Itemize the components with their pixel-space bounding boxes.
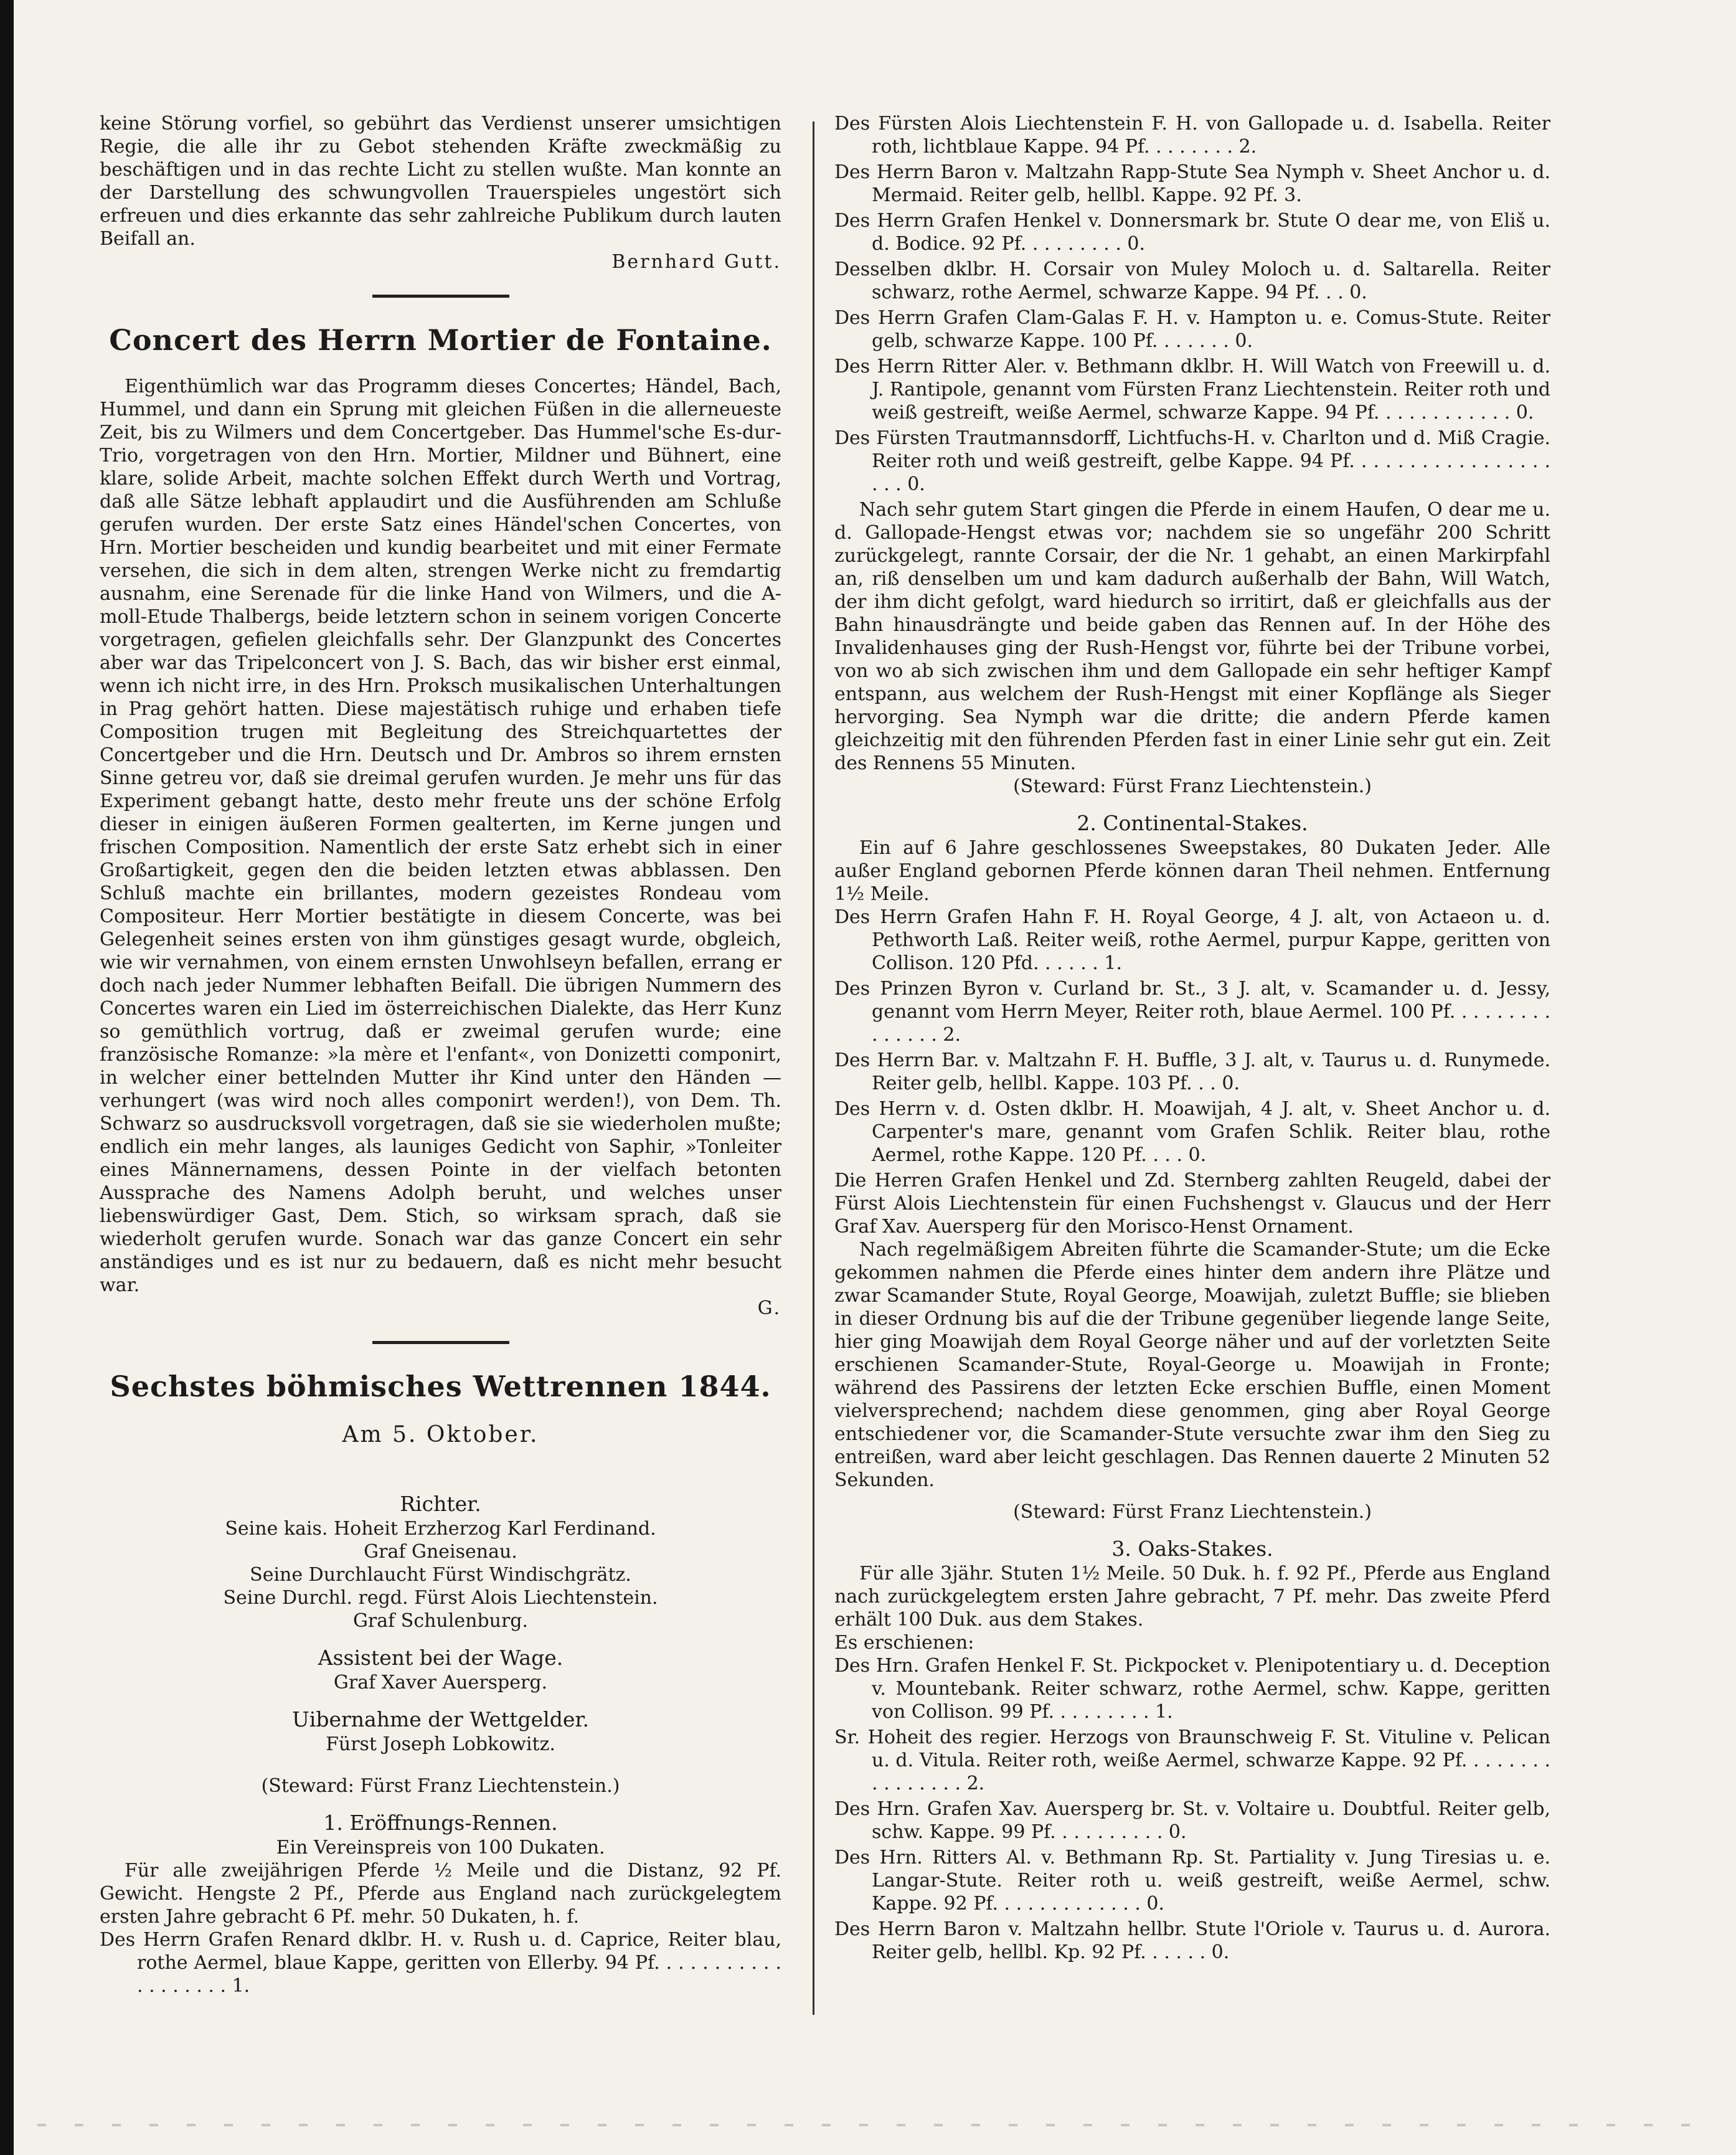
race2-note: Die Herren Grafen Henkel und Zd. Sternberg zahlten Reugeld, dabei der Fürst Alois Liechtenstein für einen Fuchshengst v. Glaucus und der Herr Graf Xav. Auersperg für den Morisco-Henst Ornament.	[834, 1170, 1550, 1238]
race3-entry: Des Herrn Baron v. Maltzahn hellbr. Stute l'Oriole v. Taurus u. d. Aurora. Reiter gelb, hellbl. Kp. 92 Pf. . . . . . 0.	[834, 1918, 1550, 1963]
column-divider	[813, 121, 814, 2015]
judge-3: Seine Durchlaucht Fürst Windischgrätz.	[250, 1564, 631, 1586]
judge-4: Seine Durchl. regd. Fürst Alois Liechtenstein.	[223, 1587, 658, 1609]
race1-entry: Des Herrn Ritter Aler. v. Bethmann dklbr. H. Will Watch von Freewill u. d. J. Rantipole, genannt vom Fürsten Franz Liechtenstein. Reiter roth und weiß gestreift, weiße Aermel, schwarze Kappe. 94 Pf. . . . . . . . . . . . 0.	[834, 356, 1550, 424]
concert-signature: G.	[757, 1297, 781, 1319]
race1-entry: Des Fürsten Alois Liechtenstein F. H. von Gallopade u. d. Isabella. Reiter roth, lichtblaue Kappe. 94 Pf. . . . . . . . 2.	[834, 113, 1550, 158]
judge-1: Seine kais. Hoheit Erzherzog Karl Ferdinand.	[225, 1518, 656, 1540]
steward-line: (Steward: Fürst Franz Liechtenstein.)	[1013, 775, 1372, 797]
intro-signature: Bernhard Gutt.	[611, 251, 781, 273]
race-date: Am 5. Oktober.	[342, 1422, 539, 1447]
race1-entry: Des Herrn Grafen Renard dklbr. H. v. Rush u. d. Caprice, Reiter blau, rothe Aermel, blaue Kappe, geritten von Ellerby. 94 Pf. . . . . . . . . . . . . . . . . . . 1.	[100, 1929, 781, 1997]
race1-heading: 1. Eröffnungs-Rennen.	[323, 1811, 558, 1835]
section-rule	[372, 295, 509, 298]
race1-prize: Ein Vereinspreis von 100 Dukaten.	[276, 1837, 605, 1859]
steward-line: (Steward: Fürst Franz Liechtenstein.)	[261, 1775, 620, 1797]
race3-entry: Sr. Hoheit des regier. Herzogs von Braunschweig F. St. Vituline v. Pelican u. d. Vitula. Reiter roth, weiße Aermel, schwarze Kappe. 92 Pf. . . . . . . . . . . . . . . . 2.	[834, 1726, 1550, 1794]
race3-entry: Des Hrn. Grafen Henkel F. St. Pickpocket v. Plenipotentiary u. d. Deception v. Mountebank. Reiter schwarz, rothe Aermel, schw. Kappe, geritten von Collison. 99 Pf. . . . . . . . . 1.	[834, 1655, 1550, 1723]
race3-heading: 3. Oaks-Stakes.	[1111, 1537, 1273, 1561]
race1-entry: Desselben dklbr. H. Corsair von Muley Moloch u. d. Saltarella. Reiter schwarz, rothe Aermel, schwarze Kappe. 94 Pf. . . 0.	[834, 258, 1550, 303]
concert-review: Eigenthümlich war das Programm dieses Concertes; Händel, Bach, Hummel, und dann ein Sprung mit gleichen Füßen in die allerneueste Zeit, bis zu Wilmers und dem Concertgeber. Das Hummel'sche Es-dur-Trio, vorgetragen von den Hrn. Mortier, Mildner und Bühnert, eine klare, solide Arbeit, machte solchen Effekt durch Werth und Vortrag, daß alle Sätze lebhaft applaudirt und die Ausführenden am Schluße gerufen wurden. Der erste Satz eines Händel'schen Concertes, von Hrn. Mortier bescheiden und kundig bearbeitet und mit einer Fermate versehen, die sich in dem alten, strengen Werke nicht zu fremdartig ausnahm, eine Serenade für die linke Hand von Wilmers, und die A-moll-Etude Thalbergs, beide letztern schon in seinem vorigen Concerte vorgetragen, gefielen gleichfalls sehr. Der Glanzpunkt des Concertes aber war das Tripelconcert von J. S. Bach, das wir bisher erst einmal, wenn ich nicht irre, in des Hrn. Proksch musikalischen Unterhaltungen in Prag gehört hatten. Diese majestätisch ruhige und erhaben tiefe Composition trugen mit Begleitung des Streichquartettes der Concertgeber und die Hrn. Deutsch und Dr. Ambros so ihrem ernsten Sinne getreu vor, daß sie dreimal gerufen wurden. Je mehr uns für das Experiment gebangt hatte, desto mehr freute uns der schöne Erfolg dieser in einigen äußeren Formen gealterten, im Kerne jungen und frischen Composition. Namentlich der erste Satz erhebt sich in einer Großartigkeit, gegen den die beiden letzten etwas abblassen. Den Schluß machte ein brillantes, modern gezeistes Rondeau vom Compositeur. Herr Mortier bestätigte in diesem Concerte, was bei Gelegenheit seines ersten von ihm günstiges gesagt wurde, obgleich, wie wir vernahmen, von einem ernsten Unwohlseyn befallen, errang er doch nach jeder Nummer lebhaften Beifall. Die übrigen Nummern des Concertes waren ein Lied im österreichischen Dialekte, das Herr Kunz so gemüthlich vortrug, daß er zweimal gerufen wurde; eine französische Romanze: »la mère et l'enfant«, von Donizetti componirt, in welcher einer bettelnden Mutter ihr Kind unter den Händen — verhungert (was wird noch alles componirt werden!), von Dem. Th. Schwarz so ausdrucksvoll vorgetragen, daß sie sie wiederholen mußte; endlich ein mehr langes, als launiges Gedicht von Saphir, »Tonleiter eines Männernamens, dessen Pointe in der vielfach betonten Aussprache des Namens Adolph beruht, und welches unser liebenswürdiger Gast, Dem. Stich, so wirksam sprach, daß sie wiederholt gerufen wurde. Sonach war das ganze Concert ein sehr anständiges und es ist nur zu bedauern, daß es nicht mehr besucht war.	[100, 376, 781, 1296]
judges-heading: Richter.	[400, 1492, 481, 1516]
scan-edge	[0, 0, 14, 2155]
race2-entry: Des Prinzen Byron v. Curland br. St., 3 J. alt, v. Scamander u. d. Jessy, genannt vom Herrn Meyer, Reiter roth, blaue Aermel. 100 Pf. . . . . . . . . . . . . . . 2.	[834, 978, 1550, 1046]
race2-conditions: Ein auf 6 Jahre geschlossenes Sweepstakes, 80 Dukaten Jeder. Alle außer England gebornen Pferde können daran Theil nehmen. Entfernung 1½ Meile.	[834, 837, 1550, 905]
race2-entry: Des Herrn Grafen Hahn F. H. Royal George, 4 J. alt, von Actaeon u. d. Pethworth Laß. Reiter weiß, rothe Aermel, purpur Kappe, geritten von Collison. 120 Pfd. . . . . . 1.	[834, 906, 1550, 974]
scan-artifact	[37, 2124, 1706, 2126]
judge-5: Graf Schulenburg.	[352, 1610, 529, 1632]
race3-entry: Des Hrn. Ritters Al. v. Bethmann Rp. St. Partiality v. Jung Tiresias u. e. Langar-Stute. Reiter roth u. weiß gestreift, weiße Aermel, schw. Kappe. 92 Pf. . . . . . . . . . . . . 0.	[834, 1847, 1550, 1915]
section-rule	[372, 1341, 509, 1344]
race3-conditions: Für alle 3jähr. Stuten 1½ Meile. 50 Duk. h. f. 92 Pf., Pferde aus England nach zurückgelegtem ersten Jahre gebracht, 7 Pf. mehr. Das zweite Pferd erhält 100 Duk. aus dem Stakes.	[834, 1563, 1550, 1631]
right-column	[834, 112, 1550, 1966]
judge-2: Graf Gneisenau.	[364, 1541, 517, 1563]
steward-line: (Steward: Fürst Franz Liechtenstein.)	[1013, 1501, 1372, 1523]
concert-heading: Concert des Herrn Mortier de Fontaine.	[109, 323, 772, 357]
race1-entry: Des Herrn Grafen Henkel v. Donnersmark br. Stute O dear me, von Eliš u. d. Bodice. 92 Pf. . . . . . . . . 0.	[834, 210, 1550, 255]
race1-conditions: Für alle zweijährigen Pferde ½ Meile und die Distanz, 92 Pf. Gewicht. Hengste 2 Pf., Pferde aus England nach zurückgelegtem ersten Jahre gebracht 6 Pf. mehr. 50 Dukaten, h. f.	[100, 1860, 781, 1928]
assistant-heading: Assistent bei der Wage.	[318, 1646, 564, 1670]
bets-name: Fürst Joseph Lobkowitz.	[326, 1733, 555, 1755]
race1-entry: Des Herrn Baron v. Maltzahn Rapp-Stute Sea Nymph v. Sheet Anchor u. d. Mermaid. Reiter gelb, hellbl. Kappe. 92 Pf. 3.	[834, 161, 1550, 206]
race2-heading: 2. Continental-Stakes.	[1077, 811, 1308, 835]
race3-appear: Es erschienen:	[834, 1632, 974, 1654]
race2-entry: Des Herrn Bar. v. Maltzahn F. H. Buffle, 3 J. alt, v. Taurus u. d. Runymede. Reiter gelb, hellbl. Kappe. 103 Pf. . . 0.	[834, 1049, 1550, 1094]
left-column	[100, 112, 781, 2000]
race1-report: Nach sehr gutem Start gingen die Pferde in einem Haufen, O dear me u. d. Gallopade-Hengst etwas vor; nachdem sie so ungefähr 200 Schritt zurückgelegt, rannte Corsair, der die Nr. 1 gehabt, an einen Markirpfahl an, riß denselben um und kam dadurch außerhalb der Bahn, Will Watch, der ihm dicht gefolgt, ward hiedurch so irritirt, daß er gleichfalls aus der Bahn hinausdrängte und beide gaben das Rennen auf. In der Höhe des Invalidenhauses ging der Rush-Hengst vor, führte bei der Tribune vorbei, von wo ab sich zwischen ihm und dem Gallopade ein sehr heftiger Kampf entspann, aus welchem der Rush-Hengst mit einer Kopflänge als Sieger hervorging. Sea Nymph war die dritte; die andern Pferde kamen gleichzeitig mit den führenden Pferden fast in einer Linie sehr gut ein. Zeit des Rennens 55 Minuten.	[834, 499, 1550, 774]
assistant-name: Graf Xaver Auersperg.	[333, 1672, 548, 1693]
bets-heading: Uibernahme der Wettgelder.	[292, 1707, 589, 1731]
intro-paragraph: keine Störung vorfiel, so gebührt das Verdienst unserer umsichtigen Regie, die alle ihr zu Gebot stehenden Kräfte zweckmäßig zu beschäftigen und in das rechte Licht zu stellen wußte. Man konnte an der Darstellung des schwungvollen Trauerspieles ungestört sich erfreuen und dies erkannte das sehr zahlreiche Publikum durch lauten Beifall an.	[100, 113, 781, 250]
race2-entry: Des Herrn v. d. Osten dklbr. H. Moawijah, 4 J. alt, v. Sheet Anchor u. d. Carpenter's mare, genannt vom Grafen Schlik. Reiter blau, rothe Aermel, rothe Kappe. 120 Pf. . . . 0.	[834, 1098, 1550, 1166]
race2-report: Nach regelmäßigem Abreiten führte die Scamander-Stute; um die Ecke gekommen nahmen die Pferde eines hinter dem andern ihre Plätze und zwar Scamander Stute, Royal George, Moawijah, zuletzt Buffle; sie blieben in dieser Ordnung bis auf die der Tribune gegenüber liegende lange Seite, hier ging Moawijah dem Royal George näher und auf der vorletzten Seite erschienen Scamander-Stute, Royal-George u. Moawijah in Fronte; während des Passirens der letzten Ecke erschien Buffle, einen Moment vielversprechend; nachdem diese genommen, ging aber Royal George entschiedener vor, die Scamander-Stute versuchte zwar ihm den Sieg zu entreißen, ward aber leicht geschlagen. Das Rennen dauerte 2 Minuten 52 Sekunden.	[834, 1239, 1550, 1491]
race3-entry: Des Hrn. Grafen Xav. Auersperg br. St. v. Voltaire u. Doubtful. Reiter gelb, schw. Kappe. 99 Pf. . . . . . . . . . 0.	[834, 1798, 1550, 1843]
race-heading: Sechstes böhmisches Wettrennen 1844.	[110, 1370, 771, 1403]
race1-entry: Des Herrn Grafen Clam-Galas F. H. v. Hampton u. e. Comus-Stute. Reiter gelb, schwarze Kappe. 100 Pf. . . . . . . 0.	[834, 307, 1550, 352]
race1-entry: Des Fürsten Trautmannsdorff, Lichtfuchs-H. v. Charlton und d. Miß Cragie. Reiter roth und weiß gestreift, gelbe Kappe. 94 Pf. . . . . . . . . . . . . . . . . . . . 0.	[834, 427, 1550, 495]
